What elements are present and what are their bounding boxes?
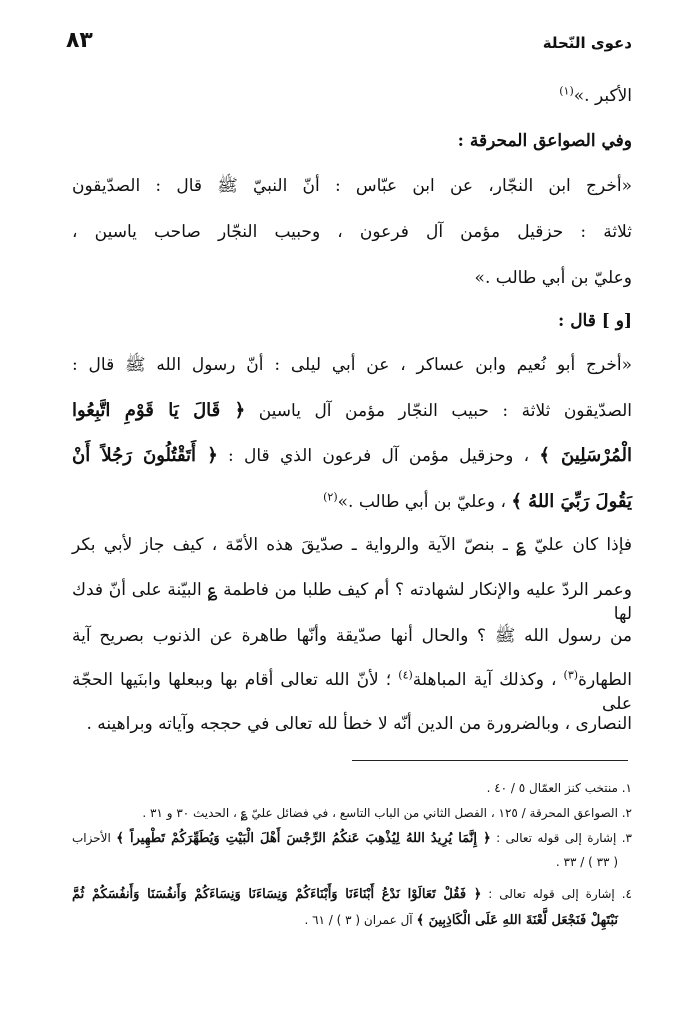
body-text: الطهارة	[578, 670, 633, 690]
quran-verse: الْمُرْسَلِينَ ﴾	[539, 445, 633, 466]
body-text: ، وعليّ بن أبي طالب .»	[337, 492, 506, 512]
body-text: ، وحزقيل مؤمن آل فرعون الذي قال :	[228, 446, 530, 466]
footnote-separator	[352, 760, 628, 761]
body-line-14	[72, 668, 632, 716]
footnote-text: ٣. إشارة إلى قوله تعالى :	[496, 831, 632, 845]
body-line-10	[323, 490, 632, 514]
footnote-1: ١. منتخب كنز العمّال ٥ / ٤٠ .	[486, 781, 632, 795]
quran-verse: ﴿ فَقُلْ تَعَالَوْا نَدْعُ أَبْنَاءَنَا وَأَبْنَاءَكُمْ وَنِسَاءَنَا وَنِسَاءَكُمْ وَأَنفُسَنَا وَأَنفُسَكُمْ ثُمَّ	[72, 887, 482, 902]
quran-verse: نَبْتَهِلْ فَنَجْعَل لَّعْنَةَ اللهِ عَلَى الْكَاذِبِينَ ﴾	[416, 913, 618, 928]
body-text: الصدّيقون ثلاثة : حبيب النجّار مؤمن آل ياسين	[258, 401, 632, 421]
footnote-ref: (٤)	[398, 668, 413, 682]
footnote-ref: (١)	[559, 84, 574, 98]
body-line-1	[559, 84, 632, 108]
footnote-text: الأحزاب	[72, 831, 111, 845]
footnote-3	[72, 828, 632, 849]
footnote-ref: (٢)	[323, 490, 338, 504]
footnote-text: ٤. إشارة إلى قوله تعالى :	[488, 887, 632, 901]
body-text: الأكبر .»	[573, 86, 632, 106]
footnote-4-cont	[304, 910, 618, 931]
body-line-7: «أخرج أبو نُعيم وابن عساكر ، عن أبي ليلى : أنّ رسول الله ﷺ قال :	[72, 355, 632, 375]
footnote-3-cont: ( ٣٣ ) / ٣٣ .	[555, 855, 618, 869]
body-line-12: وعمر الردّ عليه والإنكار لشهادته ؟ أم كيف طلبا من فاطمة ؏ البيّنة على أنّ فدك لها	[72, 580, 632, 624]
subheading: [و ] قال :	[558, 311, 632, 331]
body-line-5: وعليّ بن أبي طالب .»	[474, 268, 632, 288]
body-line-4: ثلاثة : حزقيل مؤمن آل فرعون ، وحبيب النجّار صاحب ياسين ،	[72, 222, 632, 242]
quran-verse: ﴿ أَتَقْتُلُونَ رَجُلاً أَنْ	[72, 445, 218, 466]
running-title: دعوى النّحلة	[542, 34, 632, 52]
body-text: ؛ لأنّ الله تعالى أقام بها وببعلها وابنَيها الحجّة على	[72, 670, 632, 714]
body-line-13: من رسول الله ﷺ ؟ والحال أنها صدّيقة وأنّها طاهرة عن الذنوب بصريح آية	[72, 626, 632, 646]
quran-verse: ﴿ قَالَ يَا قَوْمِ اتَّبِعُوا	[72, 400, 246, 421]
quran-verse: ﴿ إِنَّمَا يُرِيدُ اللهُ لِيُذْهِبَ عَنكُمُ الرِّجْسَ أَهْلَ الْبَيْتِ وَيُطَهِّرَكُمْ تَطْهِيراً ﴾	[116, 831, 491, 846]
body-line-15: النصارى ، وبالضرورة من الدين أنّه لا خطأ لله تعالى في حججه وآياته وبراهينه .	[86, 714, 632, 734]
page-number: ٨٣	[66, 28, 93, 53]
body-line-8	[72, 399, 632, 423]
footnote-text: آل عمران ( ٣ ) / ٦١ .	[304, 913, 413, 927]
quran-verse: يَقُولَ رَبِّيَ اللهُ ﴾	[511, 491, 632, 512]
body-line-11: فإذا كان عليّ ؏ ـ بنصّ الآية والرواية ـ صدّيقَ هذه الأمّة ، كيف جاز لأبي بكر	[72, 535, 632, 555]
footnote-4	[72, 884, 632, 905]
footnote-ref: (٣)	[563, 668, 579, 682]
body-line-3: «أخرج ابن النجّار، عن ابن عبّاس : أنّ النبيّ ﷺ قال : الصدّيقون	[72, 176, 632, 196]
section-heading: وفي الصواعق المحرقة :	[457, 131, 632, 151]
body-line-9	[72, 444, 632, 468]
body-text: ، وكذلك آية المباهلة	[412, 670, 557, 690]
footnote-2: ٢. الصواعق المحرقة / ١٢٥ ، الفصل الثاني من الباب التاسع ، في فضائل عليّ ؏ ، الحديث ٣٠ و ٣١ .	[142, 806, 632, 820]
